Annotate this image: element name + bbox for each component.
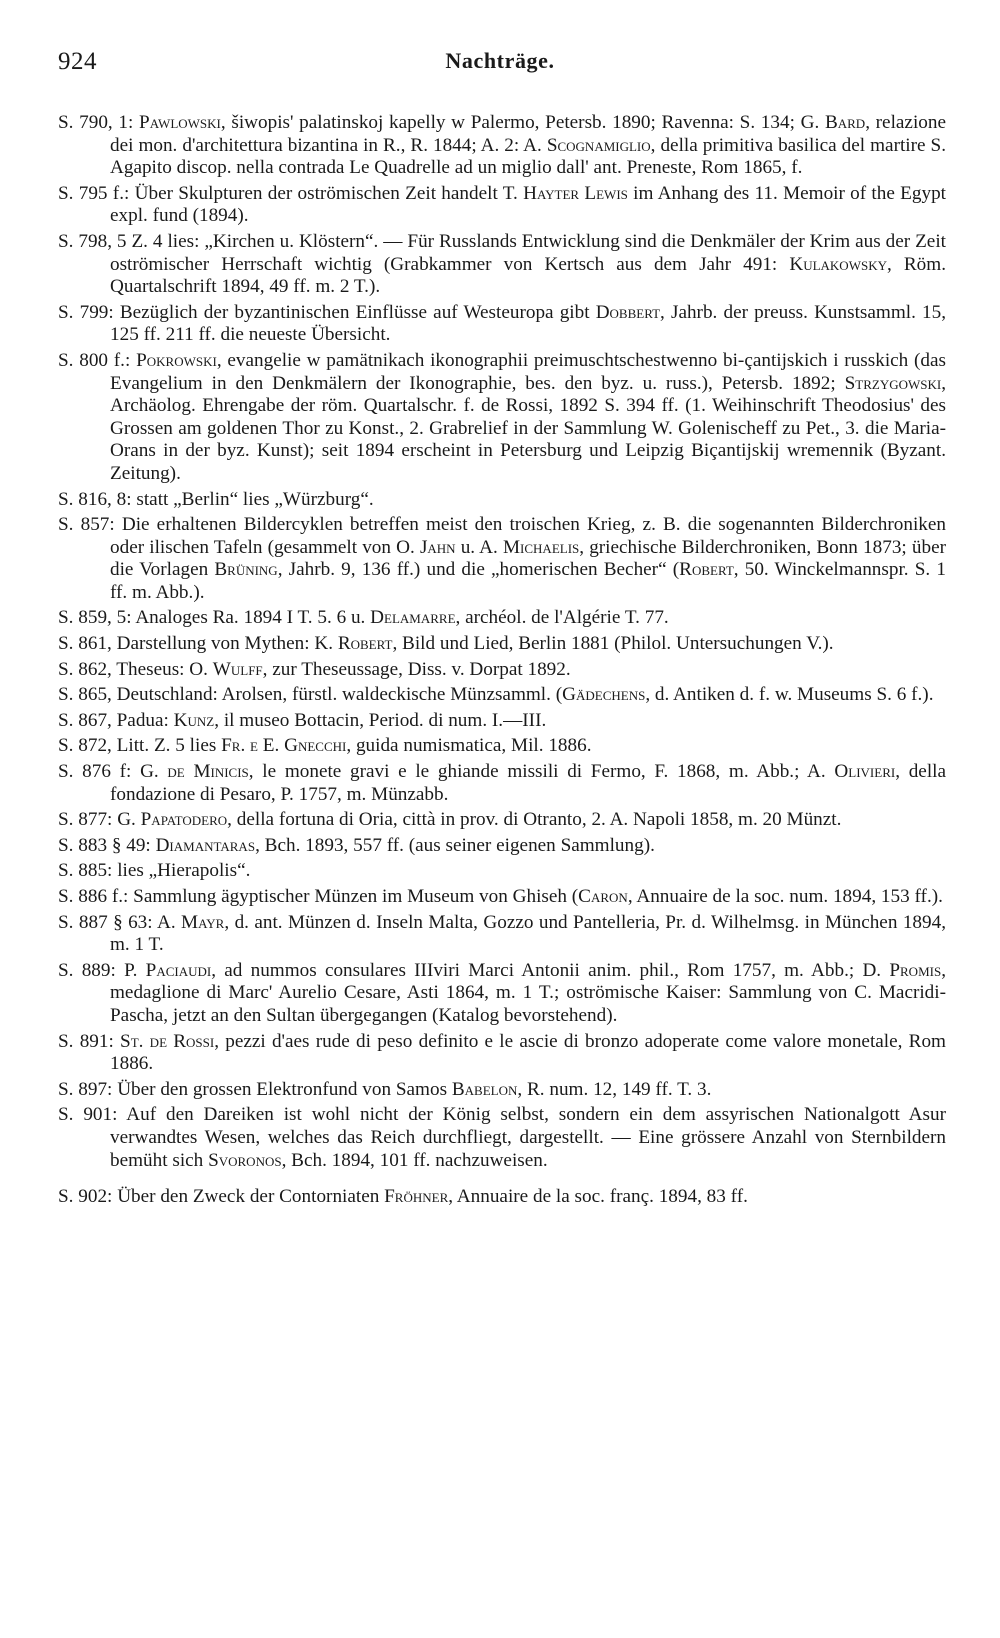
entry-page-reference: S. 865, — [58, 684, 112, 706]
author-name: Papatodero — [140, 809, 228, 831]
entry-text: , griechische Bilderchroniken, Bonn 1873; über die Vorlagen — [110, 536, 946, 581]
entry-page-reference: S. 800 f.: — [58, 349, 131, 371]
author-name: Diamantaras — [155, 834, 256, 856]
entry-page-reference: S. 885: — [58, 860, 113, 882]
author-name: de Minicis — [167, 761, 249, 783]
addendum-entry — [58, 1186, 946, 1209]
entry-text: G. — [131, 761, 168, 783]
author-name: Delamarre — [370, 607, 456, 629]
entry-text: Über den grossen Elektronfund von Samos — [112, 1078, 452, 1100]
entry-page-reference: S. 901: — [58, 1104, 118, 1126]
author-name: Caron — [578, 886, 628, 907]
entry-page-reference: S. 795 f.: — [58, 182, 130, 204]
entry-text: , d. ant. Münzen d. Inseln Malta, Gozzo und Pantelleria, Pr. d. Wilhelmsg. in München 1894, m. 1 T. — [110, 911, 947, 956]
entry-page-reference: S. 876 f: — [58, 761, 132, 783]
author-name: Dobbert — [595, 301, 661, 323]
entry-text: u. A. — [455, 536, 503, 558]
entry-text: , zur Theseussage, Diss. v. Dorpat 1892. — [262, 658, 571, 680]
author-name: Wulff — [212, 658, 263, 680]
entry-page-reference: S. 887 — [58, 911, 108, 933]
entry-page-reference: S. 798, 5 Z. 4 — [58, 230, 163, 252]
entry-page-reference: S. 872, — [58, 735, 112, 757]
entry-page-reference: S. 790, 1: — [58, 112, 134, 133]
entry-text: , il museo Bottacin, Period. di num. I.—III. — [214, 709, 547, 731]
entry-page-reference: S. 867, — [58, 709, 112, 731]
entry-text: , della fortuna di Oria, città in prov. di Otranto, 2. A. Napoli 1858, m. 20 Münzt. — [227, 809, 842, 831]
author-name: Brüning — [214, 559, 278, 581]
entry-text: statt „Berlin“ lies „Würzburg“. — [131, 488, 374, 510]
addendum-entry — [58, 659, 946, 682]
addendum-entry — [58, 302, 946, 347]
author-name: Robert — [337, 633, 393, 655]
author-name: Scognamiglio — [546, 134, 651, 156]
author-name: Svoronos — [208, 1149, 282, 1171]
entry-text: , le monete gravi e le ghiande missili di Fermo, F. 1868, m. Abb.; A. — [248, 761, 835, 783]
author-name: Strzygowski — [844, 372, 942, 394]
entry-text: im Anhang des 11. Memoir of the Egypt expl. fund (1894). — [110, 182, 946, 227]
entry-text: , medaglione di Marc' Aurelio Cesare, Asti 1864, m. 1 T.; oströmische Kaiser: Sammlung von C. Macridi-Pascha, jetzt an den Sultan übergegangen (Katalog bevorstehend). — [110, 959, 946, 1026]
addendum-entry — [58, 735, 946, 758]
addendum-entry — [58, 912, 946, 957]
entry-text: Darstellung von Mythen: K. — [111, 633, 338, 655]
entry-text: , guida numismatica, Mil. 1886. — [346, 735, 592, 757]
running-title: Nachträge. — [445, 48, 555, 73]
author-name: Michaelis — [502, 536, 580, 558]
entry-text: Theseus: O. — [111, 658, 213, 680]
author-name: Mayr — [181, 911, 225, 933]
entry-page-reference: S. 902: — [58, 1186, 113, 1208]
entry-page-reference: S. 883 — [58, 834, 108, 856]
entry-text: , Bild und Lied, Berlin 1881 (Philol. Untersuchungen V.). — [392, 633, 834, 655]
entry-page-reference: S. 857: — [58, 514, 115, 536]
author-name: Pawlowski — [139, 112, 221, 133]
entry-text: § 49: — [107, 834, 156, 856]
addendum-entry — [58, 1031, 946, 1076]
entry-text: , ad nummos consulares IIIviri Marci Antonii anim. phil., Rom 1757, m. Abb.; D. — [211, 959, 890, 981]
author-name: Fröhner — [384, 1186, 449, 1208]
author-name: Paciaudi — [145, 959, 212, 981]
addendum-entry — [58, 633, 946, 656]
entry-text: , R. num. 12, 149 ff. T. 3. — [517, 1078, 712, 1100]
author-name: Bard — [824, 112, 866, 133]
addendum-entry — [58, 809, 946, 832]
entry-page-reference: S. 799: — [58, 301, 114, 323]
addendum-entry — [58, 1079, 946, 1102]
entry-text: , archéol. de l'Algérie T. 77. — [455, 607, 669, 629]
entry-text: , della primitiva basilica del martire S. Agapito discop. nella contrada Le Quadrelle ad un miglio dall' ant. Preneste, Rom 1865, f. — [110, 134, 946, 179]
author-name: Babelon — [451, 1078, 518, 1100]
addendum-entry — [58, 350, 946, 486]
addendum-entry — [58, 489, 946, 512]
author-name: Kulakowsky — [789, 253, 887, 275]
entry-text: , 50. Winckelmannspr. S. 1 ff. m. Abb.). — [110, 559, 946, 603]
entry-text: Auf den Dareiken ist wohl nicht der König selbst, sondern ein dem assyrischen Nationalgott Asur verwandtes Wesen, welches das Reich durchfliegt, dargestellt. — Eine grössere Anzahl von Sternbildern bemüht sich — [110, 1104, 946, 1171]
addendum-entry — [58, 960, 946, 1028]
author-name: Hayter Lewis — [523, 182, 628, 204]
entry-text: , Bch. 1894, 101 ff. nachzuweisen. — [281, 1149, 548, 1171]
entry-page-reference: S. 859, 5: — [58, 607, 132, 629]
author-name: Fr. e E. Gnecchi — [221, 735, 347, 757]
entry-text: G. — [112, 809, 141, 831]
entry-text: , Bch. 1893, 557 ff. (aus seiner eigenen Sammlung). — [255, 834, 655, 856]
addendum-entry — [58, 112, 946, 180]
entry-text: lies „Hierapolis“. — [112, 860, 251, 882]
addendum-entry — [58, 761, 946, 806]
entry-text: Bezüglich der byzantinischen Einflüsse auf Westeuropa gibt — [113, 301, 596, 323]
author-name: Pokrowski — [136, 349, 217, 371]
entry-page-reference: S. 897: — [58, 1078, 113, 1100]
entry-page-reference: S. 886 f.: — [58, 886, 129, 907]
entry-text: , pezzi d'aes rude di peso definito e le ascie di bronzo adoperate come valore monetale, Rom 1886. — [110, 1030, 946, 1075]
entry-text: Analoges Ra. 1894 I T. 5. 6 u. — [131, 607, 371, 629]
entry-page-reference: S. 862, — [58, 658, 112, 680]
entry-text: , evangelie w pamätnikach ikonographii preimuschtschestwenno bi-çantijskich i russkich (das Evangelium in den Denkmälern der Ikonographie, bes. den byz. u. russ.), Petersb. 1892; — [110, 349, 946, 394]
addendum-entry — [58, 514, 946, 604]
addendum-entry — [58, 886, 946, 909]
entry-text: Padua: — [111, 709, 174, 731]
entry-text: Sammlung ägyptischer Münzen im Museum von Ghiseh ( — [128, 886, 579, 907]
author-name: Robert — [679, 559, 734, 581]
entry-text: , Röm. Quartalschrift 1894, 49 ff. m. 2 T.). — [110, 253, 946, 298]
entry-text: § 63: A. — [107, 911, 182, 933]
entry-text: , Jahrb. der preuss. Kunstsamml. 15, 125 ff. 211 ff. die neueste Übersicht. — [110, 301, 946, 346]
entry-page-reference: S. 877: — [58, 809, 113, 831]
entry-text: , Archäolog. Ehrengabe der röm. Quartalschr. f. de Rossi, 1892 S. 394 ff. (1. Weihinschrift Theodosius' des Grossen am goldenen Thor zu Konst., 2. Grabrelief in der Sammlung W. Golenischeff zu Pet., 3. die Maria-Orans in der byz. Kunst); seit 1894 erscheint in Petersburg und Leipzig Biçantijskij wremennik (Byzant. Zeitung). — [110, 372, 946, 484]
entry-text: , d. Antiken d. f. w. Museums S. 6 f.). — [645, 684, 934, 706]
addendum-entry — [58, 1104, 946, 1172]
addenda-list — [58, 112, 946, 1212]
entry-text: Über Skulpturen der oströmischen Zeit handelt T. — [129, 182, 524, 204]
entry-text: , relazione dei mon. d'architettura bizantina in R., R. 1844; A. 2: A. — [110, 112, 946, 156]
author-name: Promis — [889, 959, 942, 981]
entry-text: , della fondazione di Pesaro, P. 1757, m. Münzabb. — [110, 761, 946, 805]
entry-text: , Jahrb. 9, 136 ff.) und die „homerischen Becher“ ( — [277, 559, 680, 581]
author-name: Olivieri — [834, 761, 896, 783]
entry-text: , Annuaire de la soc. franç. 1894, 83 ff. — [448, 1186, 748, 1208]
entry-text: Deutschland: Arolsen, fürstl. waldeckische Münzsamml. ( — [111, 684, 563, 706]
entry-page-reference: S. 861, — [58, 633, 112, 655]
page-number: 924 — [58, 48, 97, 75]
addendum-entry — [58, 607, 946, 630]
entry-page-reference: S. 816, 8: — [58, 488, 132, 510]
addendum-entry — [58, 684, 946, 707]
entry-page-reference: S. 889: — [58, 959, 116, 981]
author-name: Kunz — [173, 709, 215, 731]
author-name: St. de Rossi — [120, 1030, 215, 1052]
addendum-entry — [58, 860, 946, 883]
entry-text: Die erhaltenen Bildercyklen betreffen meist den troischen Krieg, z. B. die sogenannten Bilderchroniken oder ilischen Tafeln (gesammelt von O. — [110, 514, 946, 558]
entry-text: P. — [115, 959, 146, 981]
entry-text: , šiwopis' palatinskoj kapelly w Palermo, Petersb. 1890; Ravenna: S. 134; G. — [220, 112, 825, 133]
entry-text: , Annuaire de la soc. num. 1894, 153 ff.). — [627, 886, 943, 907]
addendum-entry — [58, 183, 946, 228]
entry-text: lies: „Kirchen u. Klöstern“. — Für Russlands Entwicklung sind die Denkmäler der Krim aus der Zeit oströmischer Herrschaft wichtig (Grabkammer von Kertsch aus dem Jahr 491: — [110, 230, 946, 275]
page-header — [58, 48, 942, 82]
entry-page-reference: S. 891: — [58, 1030, 114, 1052]
entry-text: Über den Zweck der Contorniaten — [112, 1186, 385, 1208]
addendum-entry — [58, 231, 946, 299]
addendum-entry — [58, 710, 946, 733]
author-name: Gädechens — [562, 684, 646, 706]
entry-text: Litt. Z. 5 lies — [111, 735, 222, 757]
addendum-entry — [58, 835, 946, 858]
author-name: Jahn — [419, 536, 456, 558]
